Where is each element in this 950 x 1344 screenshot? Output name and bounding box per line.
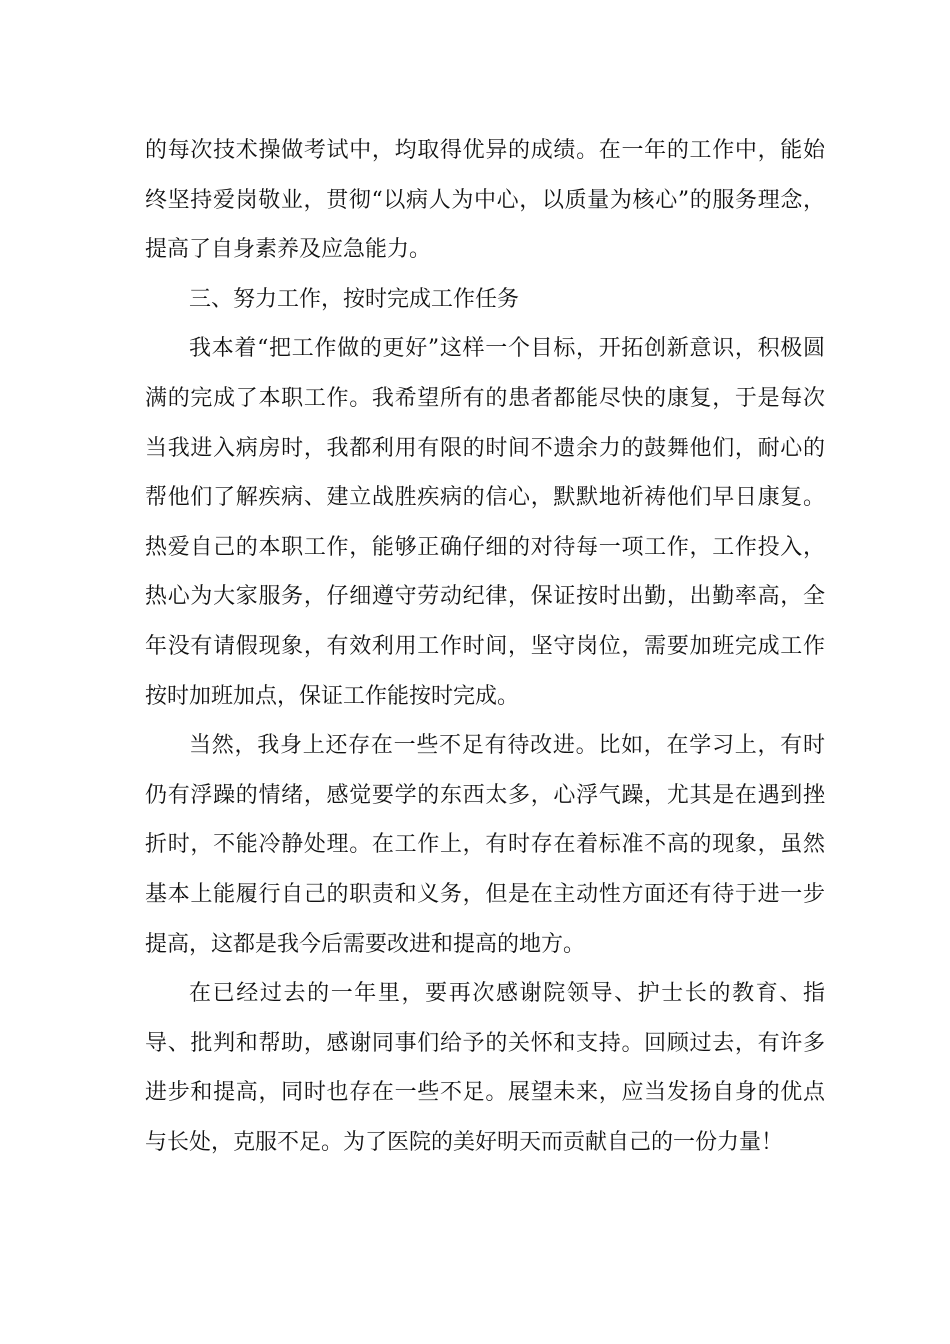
paragraph-conclusion: 在已经过去的一年里，要再次感谢院领导、护士长的教育、指导、批判和帮助，感谢同事们给予的关怀和支持。回顾过去，有许多进步和提高，同时也存在一些不足。展望未来，应当发扬自身的优点与长处，克服不足。为了医院的美好明天而贡献自己的一份力量！ — [145, 981, 825, 1155]
paragraph-shortcomings: 当然，我身上还存在一些不足有待改进。比如，在学习上，有时仍有浮躁的情绪，感觉要学的东西太多，心浮气躁，尤其是在遇到挫折时，不能冷静处理。在工作上，有时存在着标准不高的现象，虽然基本上能履行自己的职责和义务，但是在主动性方面还有待于进一步提高，这都是我今后需要改进和提高的地方。 — [145, 733, 825, 957]
paragraph-work-summary: 我本着“把工作做的更好”这样一个目标，开拓创新意识，积极圆满的完成了本职工作。我希望所有的患者都能尽快的康复，于是每次当我进入病房时，我都利用有限的时间不遗余力的鼓舞他们，耐心的帮他们了解疾病、建立战胜疾病的信心，默默地祈祷他们早日康复。热爱自己的本职工作，能够正确仔细的对待每一项工作，工作投入，热心为大家服务，仔细遵守劳动纪律，保证按时出勤，出勤率高，全年没有请假现象，有效利用工作时间，坚守岗位，需要加班完成工作按时加班加点，保证工作能按时完成。 — [145, 336, 825, 709]
document-body — [145, 126, 825, 1167]
paragraph-continuation: 的每次技术操做考试中，均取得优异的成绩。在一年的工作中，能始终坚持爱岗敬业，贯彻“以病人为中心，以质量为核心”的服务理念，提高了自身素养及应急能力。 — [145, 138, 825, 263]
section-heading: 三、努力工作，按时完成工作任务 — [189, 286, 520, 312]
